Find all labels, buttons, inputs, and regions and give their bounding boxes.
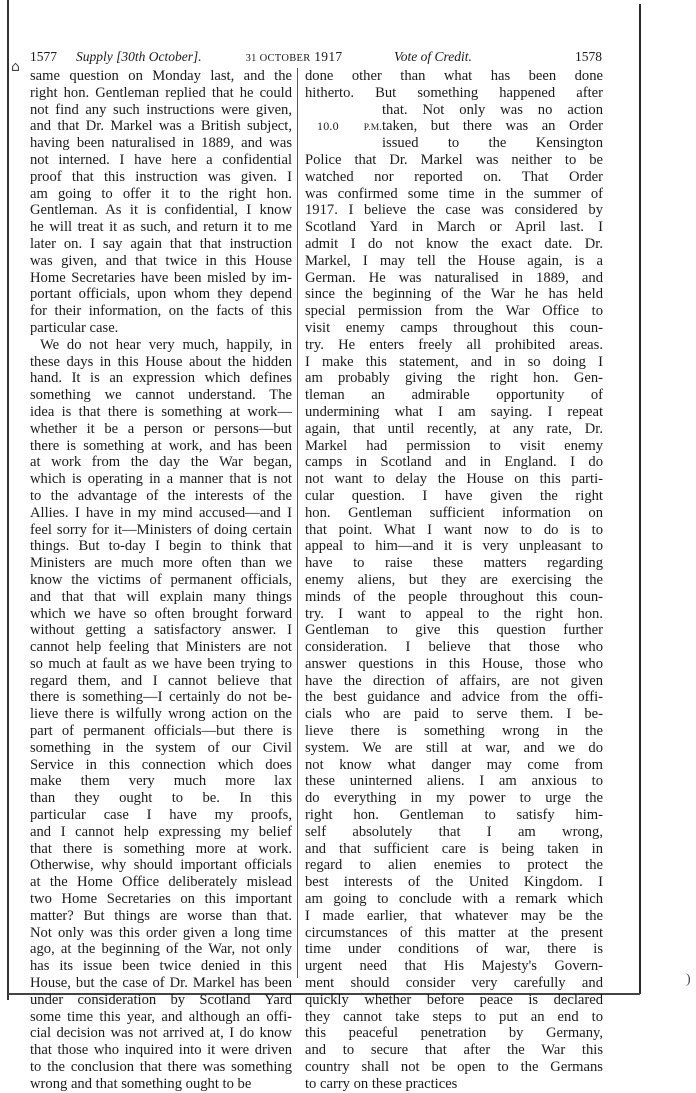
text-line	[30, 807, 292, 824]
text-line-content: part of permanent officials—but there is	[30, 723, 292, 740]
text-line	[305, 874, 603, 891]
text-line-content: which we have so often brought forward	[30, 605, 292, 622]
text-line-content: portant officials, upon whom they depend	[30, 286, 292, 303]
text-line-content: self absolutely that I am wrong,	[305, 823, 603, 840]
text-line	[30, 1009, 292, 1026]
text-line	[305, 370, 603, 387]
text-line	[30, 925, 292, 942]
text-line-content: having been naturalised in 1889, and was	[30, 135, 292, 152]
text-line	[30, 270, 292, 287]
text-line	[305, 118, 603, 135]
text-line-content: there is something at work, and has been	[30, 437, 292, 454]
text-line-content: enemy aliens, but they are exercising the	[305, 571, 603, 588]
text-line-content: without getting a satisfactory answer. I	[30, 622, 292, 639]
text-line	[305, 1042, 603, 1059]
text-line-content: this peaceful penetration by Germany,	[305, 1025, 603, 1042]
text-line-content: Scotland Yard in March or April last. I	[305, 219, 603, 236]
left-text-column	[30, 68, 292, 1093]
text-line	[30, 538, 292, 555]
text-line-content: I made earlier, that whatever may be the	[305, 907, 603, 924]
text-line	[30, 286, 292, 303]
text-line	[305, 1009, 603, 1026]
text-line-content: idea is that there is something at work—	[30, 403, 292, 420]
text-line-content: taken, but there was an Order	[382, 118, 603, 135]
text-line	[30, 421, 292, 438]
text-line	[30, 723, 292, 740]
text-line-content: Markel, I may tell the House again, is a	[305, 252, 603, 269]
text-line-content: know the victims of permanent officials,	[30, 571, 292, 588]
text-line	[305, 790, 603, 807]
text-line-content: proof that this instruction was given. I	[30, 168, 292, 185]
text-line-content: Ministers are much more often than we	[30, 555, 292, 572]
text-line	[305, 454, 603, 471]
text-line-content: quickly whether before peace is declared	[305, 991, 603, 1008]
text-line	[30, 454, 292, 471]
text-line	[30, 320, 292, 337]
text-line-content: that point. What I want now to do is to	[305, 521, 603, 538]
text-line-content: lieve there is wilfully wrong action on the	[30, 706, 292, 723]
text-line	[305, 706, 603, 723]
text-line-content: issued to the Kensington	[382, 135, 603, 152]
text-line-content: Police that Dr. Markel was neither to be	[305, 151, 603, 168]
text-line-content: German. He was naturalised in 1889, and	[305, 269, 603, 286]
text-line	[30, 303, 292, 320]
text-line	[305, 992, 603, 1009]
text-line-content: cular question. I have given the right	[305, 487, 603, 504]
text-line	[305, 169, 603, 186]
text-line-content: best interests of the United Kingdom. I	[305, 874, 603, 891]
text-line-content: am probably giving the right hon. Gen-	[305, 370, 603, 387]
text-line-content: whether it be a person or persons—but	[30, 420, 292, 437]
left-running-title: Supply [30th October].	[76, 49, 202, 64]
text-line	[30, 236, 292, 253]
text-line	[305, 1076, 603, 1093]
text-line	[30, 404, 292, 421]
text-line	[305, 387, 603, 404]
text-line	[30, 169, 292, 186]
text-line	[305, 656, 603, 673]
text-line-content: 1917. I believe the case was considered by	[305, 202, 603, 219]
text-line-content: and that that will explain many things	[30, 588, 292, 605]
text-line-content: hitherto. But something happened after	[305, 84, 603, 101]
text-line-content: watched nor reported on. That Order	[305, 168, 603, 185]
text-line-content: same question on Monday last, and the	[30, 68, 292, 84]
text-line	[30, 555, 292, 572]
text-line-content: Not only was this order given a long time	[30, 924, 292, 941]
text-line	[305, 807, 603, 824]
text-line	[305, 337, 603, 354]
text-line	[305, 85, 603, 102]
text-line	[305, 152, 603, 169]
text-line	[30, 337, 292, 354]
text-line-content: country shall not be open to the Germans	[305, 1059, 603, 1076]
text-line-content: not find any such instructions were given,	[30, 101, 292, 118]
text-line-content: these uninterned aliens. I am anxious to	[305, 773, 603, 790]
text-line-content: something in the system of our Civil	[30, 739, 292, 756]
text-line	[305, 286, 603, 303]
text-line	[305, 1059, 603, 1076]
text-line-content: cials who are paid to serve them. I be-	[305, 706, 603, 723]
text-line-content: cial decision was not arrived at, I do know	[30, 1025, 292, 1042]
text-line	[30, 656, 292, 673]
text-line	[30, 824, 292, 841]
text-line	[30, 505, 292, 522]
text-line-content: undermining what I am saying. I repeat	[305, 403, 603, 420]
text-line	[30, 85, 292, 102]
text-line-content: so much at fault as we have been trying to	[30, 655, 292, 672]
text-line-content: at work from the day the War began,	[30, 454, 292, 471]
right-running-title: Vote of Credit.	[394, 49, 472, 64]
text-line-content: not interned. I have here a confidential	[30, 151, 292, 168]
text-line	[305, 135, 603, 152]
text-line-content: try. He enters freely all prohibited areas.	[305, 336, 603, 353]
text-line	[305, 505, 603, 522]
text-line	[30, 253, 292, 270]
text-line	[305, 589, 603, 606]
text-line	[30, 622, 292, 639]
text-line-content: feel sorry for it—Ministers of doing certain	[30, 521, 292, 538]
text-line	[30, 958, 292, 975]
text-line-content: to the advantage of the interests of the	[30, 487, 292, 504]
text-line-content: that those who inquired into it were driven	[30, 1042, 292, 1059]
text-line	[30, 438, 292, 455]
left-page-number: 1577	[30, 49, 57, 64]
text-line	[305, 186, 603, 203]
text-line	[305, 555, 603, 572]
text-line	[30, 219, 292, 236]
text-line	[30, 152, 292, 169]
text-line	[30, 740, 292, 757]
text-line	[30, 857, 292, 874]
text-line-content: circumstances of this matter at the present	[305, 924, 603, 941]
text-line	[30, 790, 292, 807]
text-line-content: ago, at the beginning of the War, not only	[30, 941, 292, 958]
text-line	[305, 824, 603, 841]
text-line	[30, 488, 292, 505]
text-line	[30, 118, 292, 135]
text-line-content: which is operating in a manner that is not	[30, 471, 292, 488]
time-unit: P.M.	[363, 123, 382, 134]
text-line	[30, 354, 292, 371]
text-line	[305, 723, 603, 740]
text-line-content: done other than what has been done	[305, 68, 603, 84]
text-line	[30, 757, 292, 774]
text-line-content: Otherwise, why should important officials	[30, 857, 292, 874]
text-line	[305, 68, 603, 85]
text-line-content: at the Home Office deliberately mislead	[30, 874, 292, 891]
text-line	[30, 370, 292, 387]
text-line-content: particular case I have my proofs,	[30, 807, 292, 824]
text-line	[30, 202, 292, 219]
text-line-content: have to raise these matters regarding	[305, 555, 603, 572]
text-line	[305, 219, 603, 236]
text-line	[305, 404, 603, 421]
text-line	[305, 857, 603, 874]
text-line-content: have the direction of affairs, are not given	[305, 672, 603, 689]
text-line-content: consideration. I believe that those who	[305, 639, 603, 656]
text-line-content: lieve there is something wrong in the	[305, 723, 603, 740]
text-line-content: system. We are still at war, and we do	[305, 739, 603, 756]
text-line	[30, 773, 292, 790]
text-line-content: and I cannot help expressing my belief	[30, 823, 292, 840]
text-line	[30, 589, 292, 606]
text-line	[305, 354, 603, 371]
text-line	[305, 622, 603, 639]
page-edge-right	[639, 4, 641, 994]
text-line-content: some time this year, and although an offi-	[30, 1008, 292, 1025]
text-line-content: try. I want to appeal to the right hon.	[305, 605, 603, 622]
text-line-content: matter? But things are worse than that.	[30, 907, 292, 924]
text-line	[305, 421, 603, 438]
text-line-content: to carry on these practices	[305, 1075, 458, 1092]
text-line	[305, 1025, 603, 1042]
text-line	[30, 706, 292, 723]
text-line-content: cannot help feeling that Ministers are not	[30, 639, 292, 656]
text-line	[30, 874, 292, 891]
text-line	[305, 488, 603, 505]
text-line-content: there is something—I certainly do not be-	[30, 689, 292, 706]
text-line	[30, 186, 292, 203]
text-line-content: not know what danger may come from	[305, 756, 603, 773]
text-line	[305, 925, 603, 942]
text-line-content: special permission from the War Office to	[305, 303, 603, 320]
text-line	[305, 538, 603, 555]
text-line-content: admit I do not know the exact date. Dr.	[305, 235, 603, 252]
text-line-content: than they ought to be. In this	[30, 790, 292, 807]
text-line	[305, 236, 603, 253]
text-line	[30, 387, 292, 404]
text-line-content: camps in Scotland and in England. I do	[305, 454, 603, 471]
text-line-content: not want to delay the House on this parti-	[305, 471, 603, 488]
right-text-column	[305, 68, 603, 1093]
text-line	[305, 253, 603, 270]
text-line-content: for their information, on the facts of this	[30, 303, 292, 320]
text-line-content: later on. I say again that that instruction	[30, 235, 292, 252]
text-line	[305, 908, 603, 925]
text-line	[30, 689, 292, 706]
right-page-number: 1578	[575, 49, 602, 64]
text-line	[30, 908, 292, 925]
text-line-content: regard them, and I cannot believe that	[30, 672, 292, 689]
text-line-content: am going to conclude with a remark which	[305, 891, 603, 908]
text-line	[305, 773, 603, 790]
text-line	[305, 639, 603, 656]
text-line-content: that. Not only was no action	[382, 101, 603, 118]
text-line-content: right hon. Gentleman to satisfy him-	[305, 807, 603, 824]
text-line-content: Home Secretaries have been misled by im-	[30, 269, 292, 286]
text-line-content: again, that until recently, at any rate, Dr.	[305, 420, 603, 437]
text-line-content: tleman an admirable opportunity of	[305, 387, 603, 404]
header-date-year: 1917	[314, 49, 343, 64]
text-line	[30, 68, 292, 85]
text-line	[305, 320, 603, 337]
margin-time-note	[305, 118, 382, 135]
text-line-content: and to secure that after the War this	[305, 1042, 603, 1059]
text-line	[305, 740, 603, 757]
text-line	[305, 975, 603, 992]
text-line-content: Markel had permission to visit enemy	[305, 437, 603, 454]
text-line-content: has its issue been twice denied in this	[30, 958, 292, 975]
text-line	[305, 438, 603, 455]
text-line-content: hand. It is an expression which defines	[30, 370, 292, 387]
text-line	[305, 522, 603, 539]
text-line	[305, 606, 603, 623]
text-line-content: House, but the case of Dr. Markel has been	[30, 975, 292, 992]
text-line-content: was confirmed some time in the summer of	[305, 185, 603, 202]
text-line-content: hon. Gentleman sufficient information on	[305, 504, 603, 521]
text-line	[30, 1042, 292, 1059]
text-line-content: am going to offer it to the right hon.	[30, 185, 292, 202]
text-line-content: to the conclusion that there was something	[30, 1059, 292, 1076]
text-line	[30, 1059, 292, 1076]
text-line	[305, 689, 603, 706]
text-line	[30, 891, 292, 908]
text-line-content: regard to alien enemies to protect the	[305, 857, 603, 874]
text-line-content: answer questions in this House, those who	[305, 655, 603, 672]
text-line-content: and that sufficient care is being taken in	[305, 840, 603, 857]
text-line-content: under consideration by Scotland Yard	[30, 991, 292, 1008]
text-line-content: and that Dr. Markel was a British subject,	[30, 118, 292, 135]
text-line-content: that there is something more at work.	[30, 840, 292, 857]
text-line-content: was given, and that twice in this House	[30, 252, 292, 269]
text-line	[30, 572, 292, 589]
text-line	[305, 757, 603, 774]
text-line-content: minds of the people throughout this coun-	[305, 588, 603, 605]
time-value: 10.0	[317, 119, 364, 134]
text-line	[30, 135, 292, 152]
text-line-content: We do not hear very much, happily, in	[40, 336, 292, 353]
text-line	[305, 958, 603, 975]
text-line-content: visit enemy camps throughout this coun-	[305, 319, 603, 336]
text-line	[305, 202, 603, 219]
text-line-content: something we cannot understand. The	[30, 387, 292, 404]
header-date-day-month: 31 OCTOBER	[245, 53, 311, 64]
text-line-content: he will treat it as such, and return it to me	[30, 219, 292, 236]
text-line-content: right hon. Gentleman replied that he could	[30, 84, 292, 101]
text-line-content: appeal to him—and it is very unpleasant to	[305, 538, 603, 555]
text-line	[305, 303, 603, 320]
text-line	[30, 606, 292, 623]
text-line-content: these days in this House about the hidden	[30, 353, 292, 370]
text-line	[305, 941, 603, 958]
text-line	[30, 1076, 292, 1093]
text-line-content: things. But to-day I begin to think that	[30, 538, 292, 555]
text-line-content: wrong and that something ought to be	[30, 1075, 252, 1092]
column-divider	[297, 68, 298, 978]
running-header	[30, 49, 602, 67]
text-line-content: do everything in my power to urge the	[305, 790, 603, 807]
text-line	[30, 102, 292, 119]
text-line-content: the best guidance and advice from the offi-	[305, 689, 603, 706]
text-line	[305, 673, 603, 690]
text-line-content: ment should consider very carefully and	[305, 975, 603, 992]
text-line	[30, 522, 292, 539]
text-line	[30, 471, 292, 488]
text-line-content: Gentleman to give this question further	[305, 622, 603, 639]
text-line-content: I make this statement, and in so doing I	[305, 353, 603, 370]
text-line-content: Gentleman. As it is confidential, I know	[30, 202, 292, 219]
text-line-content: since the beginning of the War he has held	[305, 286, 603, 303]
margin-pencil-mark-icon: ⌂	[11, 59, 20, 75]
text-line-content: Service in this connection which does	[30, 756, 292, 773]
text-line	[305, 841, 603, 858]
text-line	[30, 673, 292, 690]
text-line	[305, 572, 603, 589]
text-line-content: two Home Secretaries on this important	[30, 891, 292, 908]
text-line	[305, 471, 603, 488]
text-line	[30, 1025, 292, 1042]
text-line	[305, 270, 603, 287]
text-line	[305, 102, 603, 119]
text-line-content: make them very much more lax	[30, 773, 292, 790]
text-line-content: particular case.	[30, 319, 119, 336]
page-edge-left	[7, 0, 9, 1000]
text-line-content: urgent need that His Majesty's Govern-	[305, 958, 603, 975]
text-line	[30, 941, 292, 958]
text-line	[30, 841, 292, 858]
text-line	[305, 891, 603, 908]
text-line-content: Allies. I have in my mind accused—and I	[30, 504, 292, 521]
text-line-content: time under conditions of war, there is	[305, 941, 603, 958]
text-line	[30, 975, 292, 992]
header-date	[194, 49, 394, 65]
margin-bracket-mark-icon: )	[686, 972, 691, 987]
text-line	[30, 992, 292, 1009]
text-line	[30, 639, 292, 656]
text-line-content: they cannot take steps to put an end to	[305, 1008, 603, 1025]
